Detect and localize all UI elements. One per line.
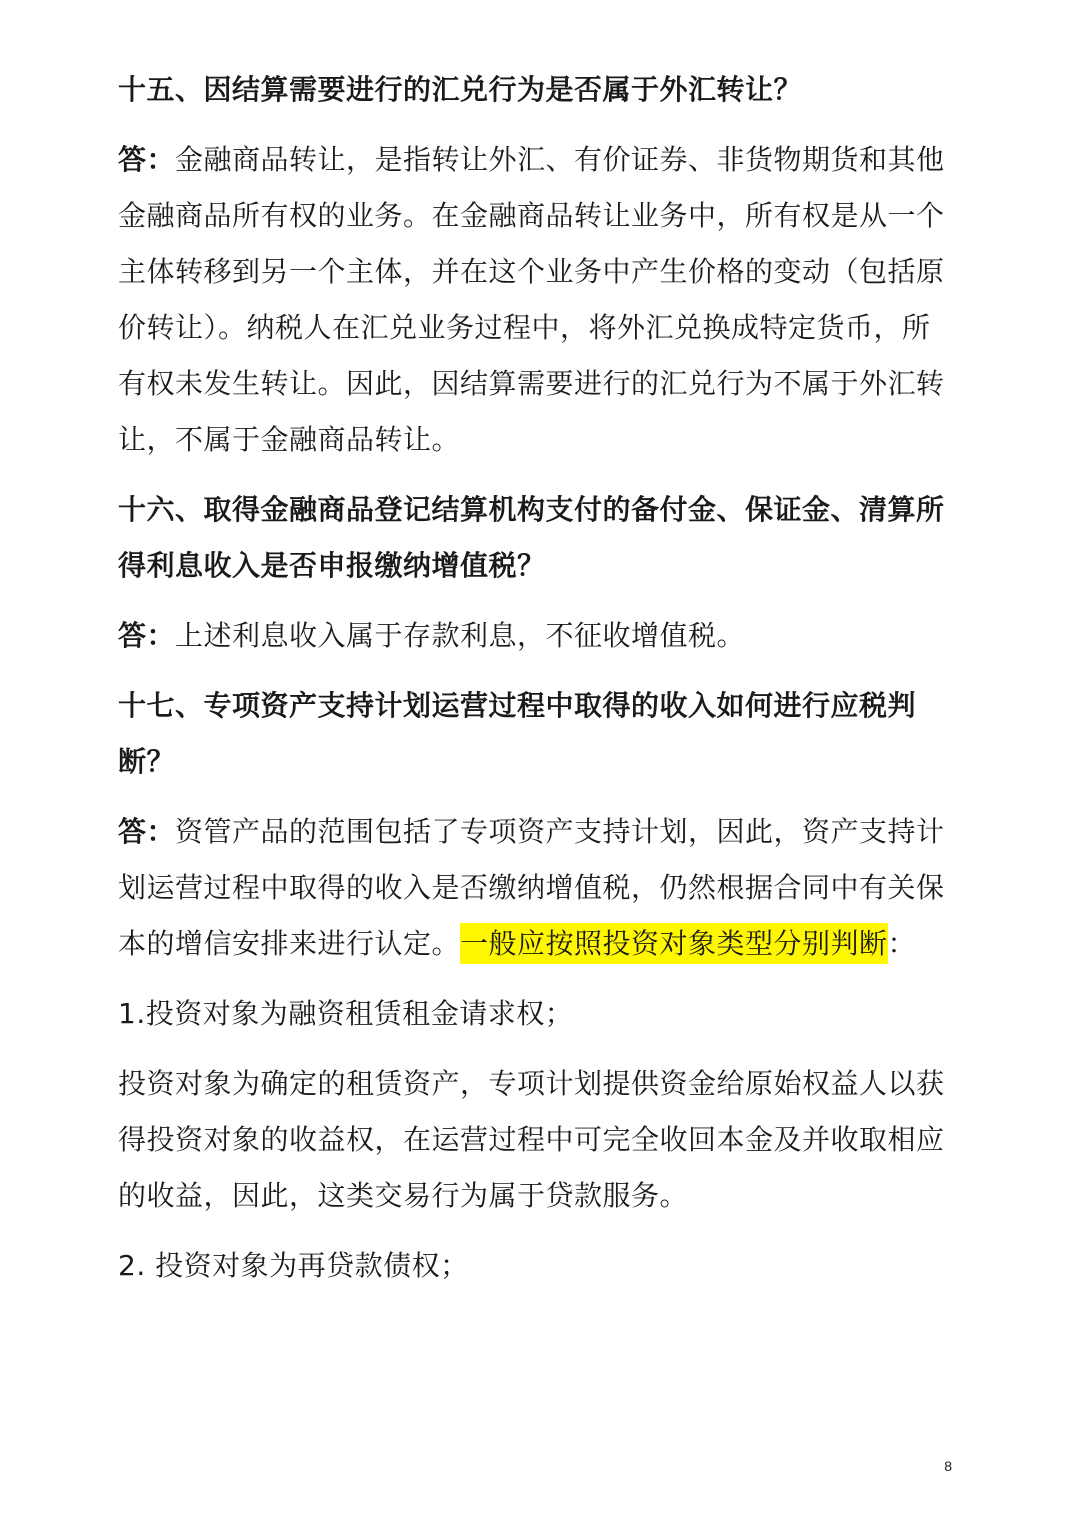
answer-text: 金融商品转让，是指转让外汇、有价证券、非货物期货和其他金融商品所有权的业务。在金融商品转让业务中，所有权是从一个主体转移到另一个主体，并在这个业务中产生价格的变动（包括原价转让）。纳税人在汇兑业务过程中，将外汇兑换成特定货币，所有权未发生转让。因此，因结算需要进行的汇兑行为不属于外汇转让，不属于金融商品转让。 xyxy=(118,143,945,456)
answer-label: 答： xyxy=(118,815,176,848)
spacer xyxy=(118,972,958,986)
spacer xyxy=(118,664,958,678)
spacer xyxy=(118,118,958,132)
answer-label: 答： xyxy=(118,619,176,652)
question-17-heading: 十七、专项资产支持计划运营过程中取得的收入如何进行应税判断？ xyxy=(118,689,917,778)
question-15-heading: 十五、因结算需要进行的汇兑行为是否属于外汇转让？ xyxy=(118,73,803,106)
answer-text: 上述利息收入属于存款利息，不征收增值税。 xyxy=(175,619,746,652)
spacer xyxy=(118,1224,958,1238)
list-item-2-title: 2. 投资对象为再贷款债权； xyxy=(118,1249,469,1282)
answer-text: 资管产品的范围包括了专项资产支持计划，因此，资产支持计划运营过程中取得的收入是否缴纳增值税，仍然根据合同中有关保本的增信安排来进行认定。 xyxy=(118,815,945,960)
question-16-answer xyxy=(118,608,958,664)
answer-text-end: ： xyxy=(887,927,917,960)
question-15-answer xyxy=(118,132,958,468)
spacer xyxy=(118,790,958,804)
question-16-heading: 十六、取得金融商品登记结算机构支付的备付金、保证金、清算所得利息收入是否申报缴纳增值税？ xyxy=(118,493,945,582)
spacer xyxy=(118,1042,958,1056)
list-item-1-title: 1.投资对象为融资租赁租金请求权； xyxy=(118,997,574,1030)
question-17-answer xyxy=(118,804,958,972)
highlighted-text: 一般应按照投资对象类型分别判断 xyxy=(460,923,888,964)
spacer xyxy=(118,594,958,608)
document-page xyxy=(118,62,958,1294)
page-number: 8 xyxy=(944,1458,952,1474)
answer-label: 答： xyxy=(118,143,176,176)
list-item-1-text: 投资对象为确定的租赁资产，专项计划提供资金给原始权益人以获得投资对象的收益权，在运营过程中可完全收回本金及并收取相应的收益，因此，这类交易行为属于贷款服务。 xyxy=(118,1067,945,1212)
spacer xyxy=(118,468,958,482)
